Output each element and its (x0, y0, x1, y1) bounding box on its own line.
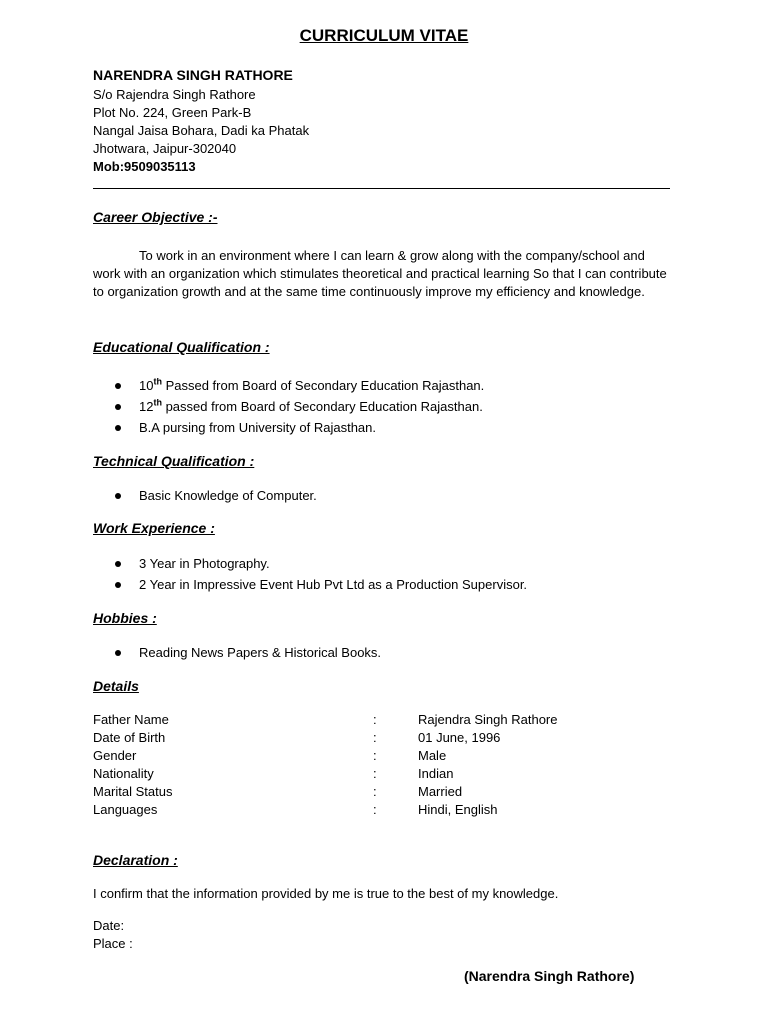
table-row: Date of Birth : 01 June, 1996 (93, 730, 501, 745)
table-row: Gender : Male (93, 748, 447, 763)
mobile-number: Mob:9509035113 (93, 159, 196, 174)
address-line: Nangal Jaisa Bohara, Dadi ka Phatak (93, 123, 310, 138)
address-line: S/o Rajendra Singh Rathore (93, 87, 256, 102)
list-item: 3 Year in Photography. (93, 555, 527, 576)
bullet-icon (115, 425, 121, 431)
bullet-icon (115, 650, 121, 656)
career-objective-body: To work in an environment where I can learn & grow along with the company/school and work with an organization which stimulates theoretical and practical learning So that I can contribute to organization growth and at the same time continuously improve my efficiency and knowledge. (93, 248, 667, 299)
address-line: Jhotwara, Jaipur-302040 (93, 141, 237, 156)
candidate-name: NARENDRA SINGH RATHORE (93, 67, 293, 83)
hobbies-list (93, 644, 381, 665)
technical-list (93, 487, 317, 508)
table-row: Marital Status : Married (93, 784, 463, 799)
date-label: Date: (93, 918, 125, 933)
table-row: Father Name : Rajendra Singh Rathore (93, 712, 558, 727)
list-item: Reading News Papers & Historical Books. (93, 644, 381, 665)
bullet-icon (115, 383, 121, 389)
list-item: B.A pursing from University of Rajasthan. (93, 419, 484, 440)
contact-block (93, 66, 309, 176)
career-objective-text (93, 247, 675, 301)
education-heading: Educational Qualification : (93, 339, 270, 355)
list-item: 12th passed from Board of Secondary Education Rajasthan. (93, 398, 484, 419)
technical-heading: Technical Qualification : (93, 453, 255, 469)
horizontal-divider (93, 188, 670, 189)
address-line: Plot No. 224, Green Park-B (93, 105, 252, 120)
details-heading: Details (93, 678, 139, 694)
details-table (93, 711, 557, 819)
education-list (93, 377, 484, 440)
document-title: CURRICULUM VITAE (299, 26, 469, 45)
hobbies-heading: Hobbies : (93, 610, 157, 626)
list-item: Basic Knowledge of Computer. (93, 487, 317, 508)
work-experience-heading: Work Experience : (93, 520, 215, 536)
bullet-icon (115, 582, 121, 588)
bullet-icon (115, 561, 121, 567)
table-row: Languages : Hindi, English (93, 802, 498, 817)
signature-name: (Narendra Singh Rathore) (464, 968, 635, 984)
declaration-text: I confirm that the information provided by me is true to the best of my knowledge. (93, 886, 559, 901)
bullet-icon (115, 404, 121, 410)
bullet-icon (115, 493, 121, 499)
declaration-heading: Declaration : (93, 852, 178, 868)
list-item: 2 Year in Impressive Event Hub Pvt Ltd as a Production Supervisor. (93, 576, 527, 597)
work-experience-list (93, 555, 527, 597)
place-label: Place : (93, 936, 133, 951)
list-item: 10th Passed from Board of Secondary Education Rajasthan. (93, 377, 484, 398)
table-row: Nationality : Indian (93, 766, 454, 781)
career-objective-heading: Career Objective :- (93, 209, 218, 225)
